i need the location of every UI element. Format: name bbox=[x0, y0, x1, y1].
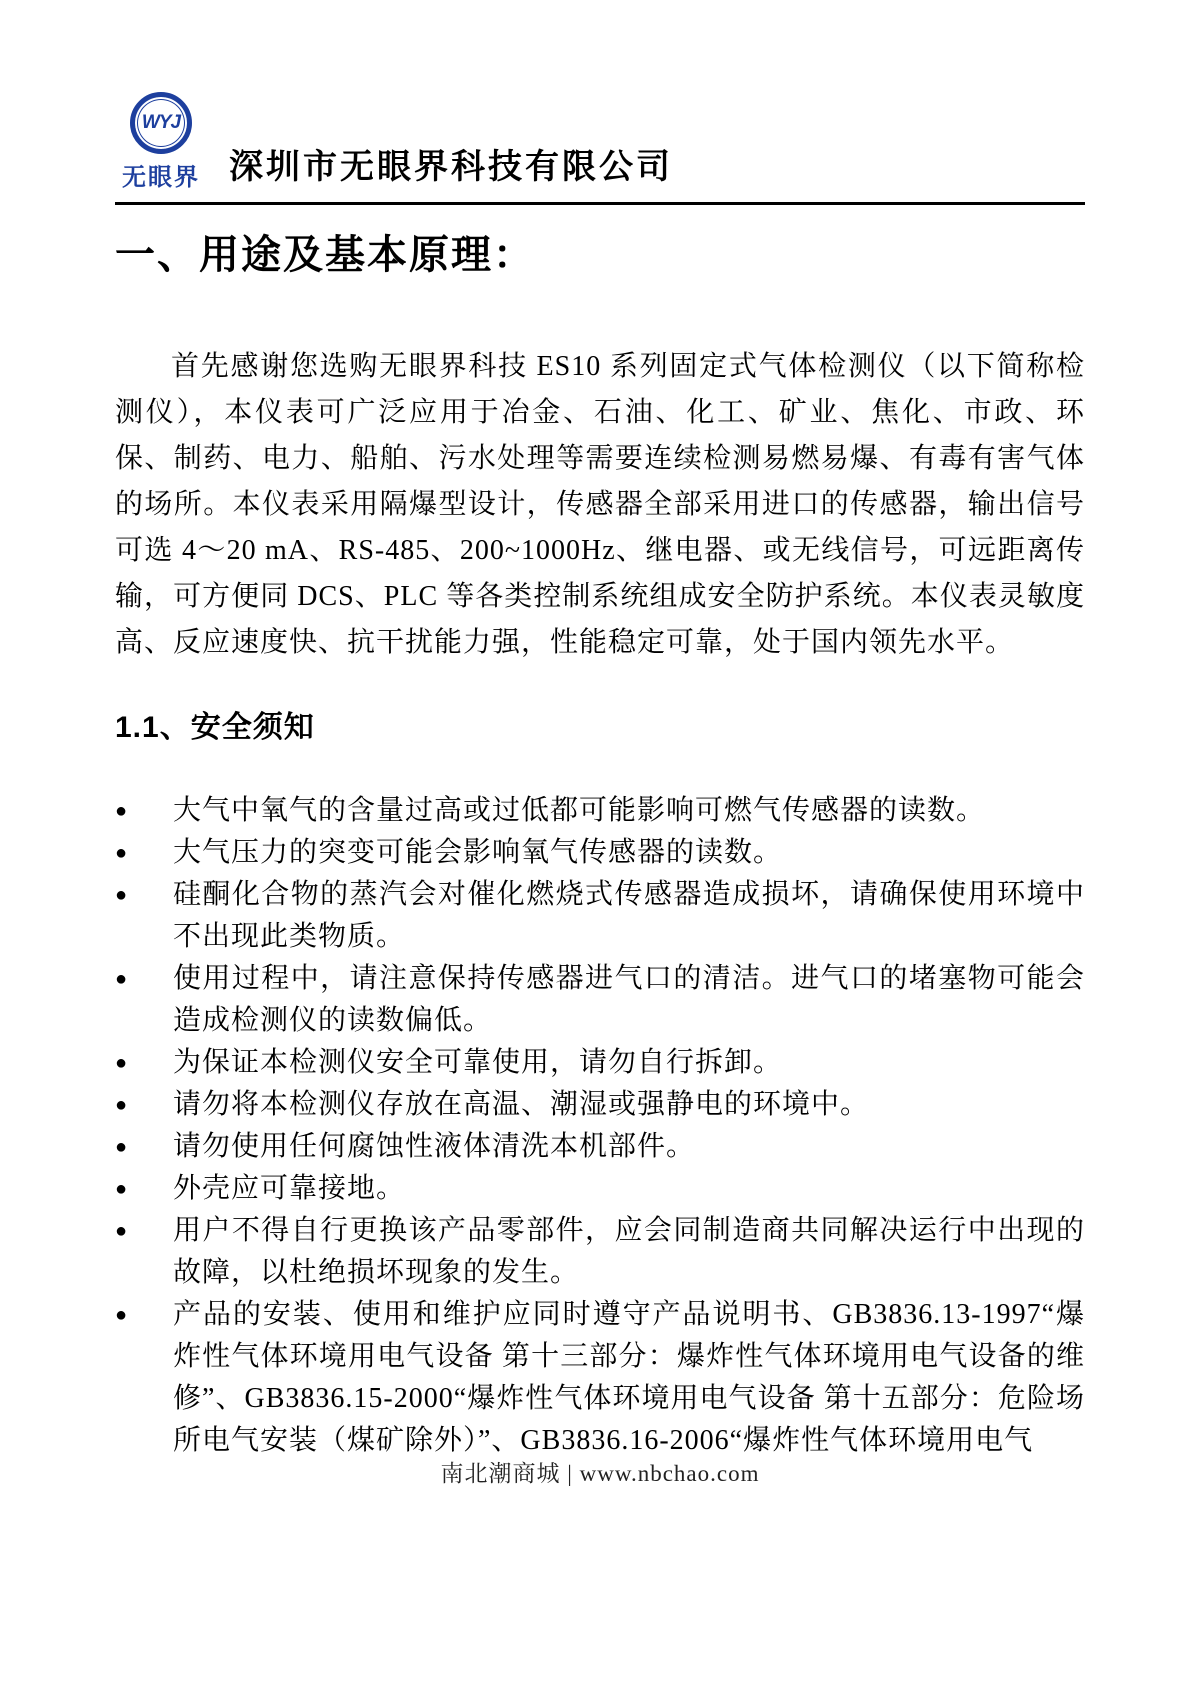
list-item bbox=[115, 1042, 1085, 1084]
company-name: 深圳市无眼界科技有限公司 bbox=[229, 148, 673, 186]
bullet-icon: ● bbox=[115, 1178, 128, 1200]
list-item bbox=[115, 874, 1085, 958]
intro-paragraph: 首先感谢您选购无眼界科技 ES10 系列固定式气体检测仪（以下简称检测仪），本仪表可广泛应用于冶金、石油、化工、矿业、焦化、市政、环保、制药、电力、船舶、污水处理等需要连续检测易燃易爆、有毒有害气体的场所。本仪表采用隔爆型设计，传感器全部采用进口的传感器，输出信号可选 4～20 mA、RS-485、200~1000Hz、继电器、或无线信号，可远距离传输，可方便同 DCS、PLC 等各类控制系统组成安全防护系统。本仪表灵敏度高、反应速度快、抗干扰能力强，性能稳定可靠，处于国内领先水平。 bbox=[115, 351, 1085, 658]
bullet-icon: ● bbox=[115, 1136, 128, 1158]
list-item-text: 大气压力的突变可能会影响氧气传感器的读数。 bbox=[173, 837, 783, 868]
list-item bbox=[115, 790, 1085, 832]
list-item-text: 外壳应可靠接地。 bbox=[173, 1173, 406, 1204]
list-item bbox=[115, 1126, 1085, 1168]
bullet-icon: ● bbox=[115, 800, 128, 822]
list-item-text: 用户不得自行更换该产品零部件，应会同制造商共同解决运行中出现的故障，以杜绝损坏现象的发生。 bbox=[173, 1215, 1085, 1288]
list-item-text: 产品的安装、使用和维护应同时遵守产品说明书、GB3836.13-1997“爆炸性气体环境用电气设备 第十三部分：爆炸性气体环境用电气设备的维修”、GB3836.15-2000“爆炸性气体环境用电气设备 第十五部分：危险场所电气安装（煤矿除外）”、GB3836.16-2006“爆炸性气体环境用电气 bbox=[173, 1299, 1085, 1456]
subsection-title: 1.1、安全须知 bbox=[115, 711, 315, 744]
list-item bbox=[115, 832, 1085, 874]
bullet-icon: ● bbox=[115, 884, 128, 906]
safety-notes-list bbox=[115, 790, 1085, 1462]
list-item bbox=[115, 958, 1085, 1042]
list-item-text: 使用过程中，请注意保持传感器进气口的清洁。进气口的堵塞物可能会造成检测仪的读数偏低。 bbox=[173, 963, 1085, 1036]
bullet-icon: ● bbox=[115, 968, 128, 990]
logo-label: 无眼界 bbox=[122, 164, 200, 191]
list-item bbox=[115, 1294, 1085, 1462]
company-logo bbox=[115, 92, 207, 192]
list-item-text: 请勿使用任何腐蚀性液体清洗本机部件。 bbox=[173, 1131, 696, 1162]
list-item-text: 请勿将本检测仪存放在高温、潮湿或强静电的环境中。 bbox=[173, 1089, 870, 1120]
bullet-icon: ● bbox=[115, 1094, 128, 1116]
page-footer: 南北潮商城 | www.nbchao.com bbox=[440, 1461, 760, 1486]
bullet-icon: ● bbox=[115, 842, 128, 864]
list-item bbox=[115, 1084, 1085, 1126]
bullet-icon: ● bbox=[115, 1220, 128, 1242]
bullet-icon: ● bbox=[115, 1304, 128, 1326]
logo-icon bbox=[130, 92, 192, 154]
bullet-icon: ● bbox=[115, 1052, 128, 1074]
list-item-text: 为保证本检测仪安全可靠使用，请勿自行拆卸。 bbox=[173, 1047, 783, 1078]
header-divider bbox=[115, 202, 1085, 205]
list-item-text: 硅酮化合物的蒸汽会对催化燃烧式传感器造成损坏，请确保使用环境中不出现此类物质。 bbox=[173, 879, 1085, 952]
list-item bbox=[115, 1210, 1085, 1294]
logo-monogram: WYJ bbox=[141, 112, 181, 133]
header bbox=[115, 92, 1085, 192]
list-item-text: 大气中氧气的含量过高或过低都可能影响可燃气传感器的读数。 bbox=[173, 795, 986, 826]
section-title: 一、用途及基本原理： bbox=[115, 233, 535, 277]
list-item bbox=[115, 1168, 1085, 1210]
